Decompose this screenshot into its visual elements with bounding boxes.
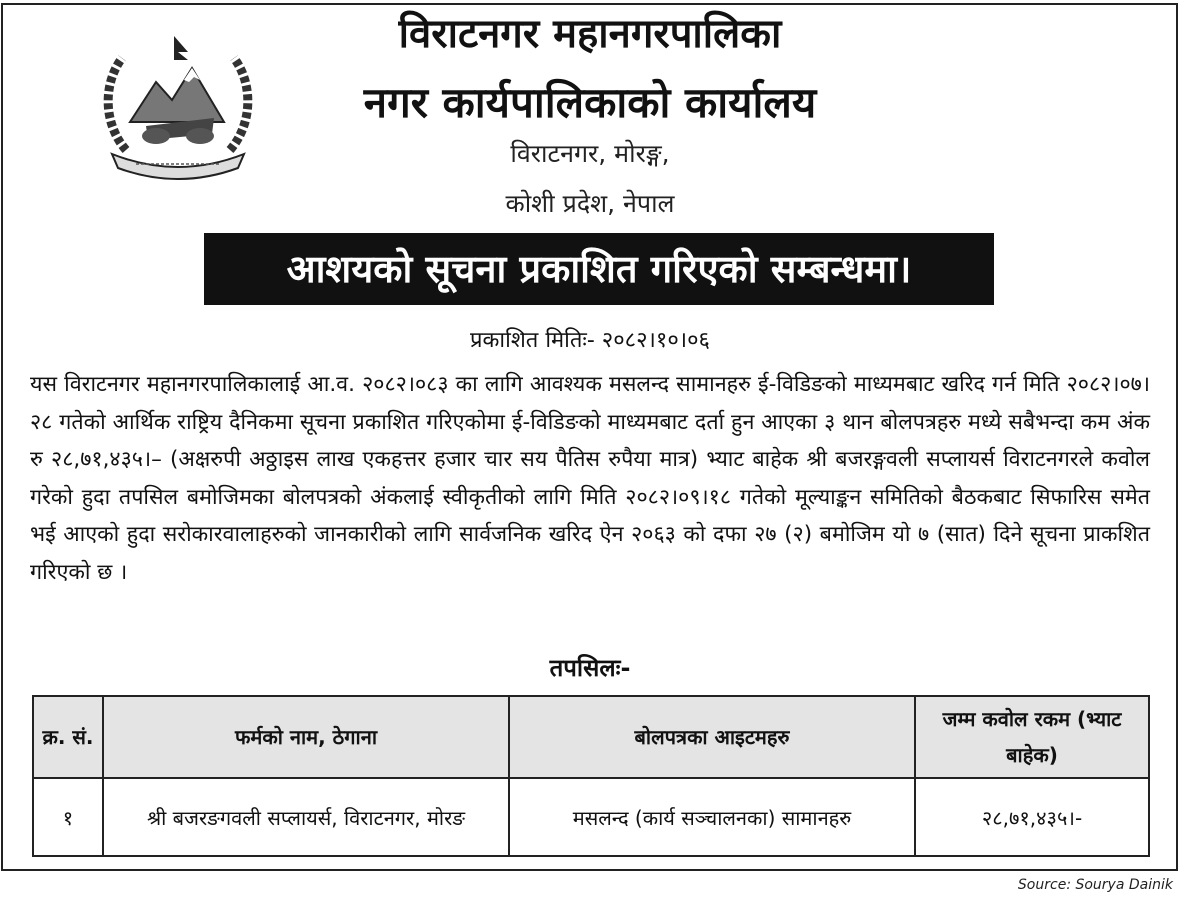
organization-name: विराटनगर महानगरपालिका <box>398 11 782 57</box>
schedule-table <box>32 695 1150 857</box>
office-name: नगर कार्यपालिकाको कार्यालय <box>363 78 817 127</box>
header-serial: क्र. सं. <box>33 696 103 778</box>
cell-items: मसलन्द (कार्य सञ्चालनका) सामानहरु <box>509 778 915 856</box>
table-header-row <box>33 696 1149 778</box>
address-line-1: विराटनगर, मोरङ्ग, <box>510 139 670 168</box>
cell-amount: २८,७१,४३५।- <box>915 778 1149 856</box>
address-line-2: कोशी प्रदेश, नेपाल <box>505 189 675 218</box>
notice-body: यस विराटनगर महानगरपालिकालाई आ.व. २०८२।०८३ का लागि आवश्यक मसलन्द सामानहरु ई-विडिङको माध्यमबाट खरिद गर्न मिति २०८२।०७।२८ गतेको आर्थिक राष्ट्रिय दैनिकमा सूचना प्रकाशित गरिएकोमा ई-विडिङको माध्यमबाट दर्ता हुन आएका ३ थान बोलपत्रहरु मध्ये सबैभन्दा कम अंक रु २८,७१,४३५।– (अक्षरुपी अठ्ठाइस लाख एकहत्तर हजार चार सय पैतिस रुपैया मात्र) भ्याट बाहेक श्री बजरङ्गवली सप्लायर्स विराटनगरले कवोल गरेको हुदा तपसिल बमोजिमका बोलपत्रको अंकलाई स्वीकृतीको लागि मिति २०८२।०९।१८ गतेको मूल्याङ्कन समितिको बैठकबाट सिफारिस समेत भई आएको हुदा सरोकारवालाहरुको जानकारीको लागि सार्वजनिक खरिद ऐन २०६३ को दफा २७ (२) बमोजिम यो ७ (सात) दिने सूचना प्राकशित गरिएको छ । <box>30 372 1150 585</box>
cell-firm: श्री बजरङगवली सप्लायर्स, विराटनगर, मोरङ <box>103 778 509 856</box>
notice-title: आशयको सूचना प्रकाशित गरिएको सम्बन्धमा। <box>204 233 994 305</box>
header-firm: फर्मको नाम, ठेगाना <box>103 696 509 778</box>
cell-serial: १ <box>33 778 103 856</box>
header-amount: जम्म कवोल रकम (भ्याट बाहेक) <box>915 696 1149 778</box>
table-row <box>33 778 1149 856</box>
published-date: प्रकाशित मितिः- २०८२।१०।०६ <box>470 328 710 353</box>
schedule-heading: तपसिलः- <box>549 654 631 682</box>
header-items: बोलपत्रका आइटमहरु <box>509 696 915 778</box>
nepal-government-emblem-icon <box>96 30 260 180</box>
source-credit: Source: Sourya Dainik <box>1017 877 1173 893</box>
